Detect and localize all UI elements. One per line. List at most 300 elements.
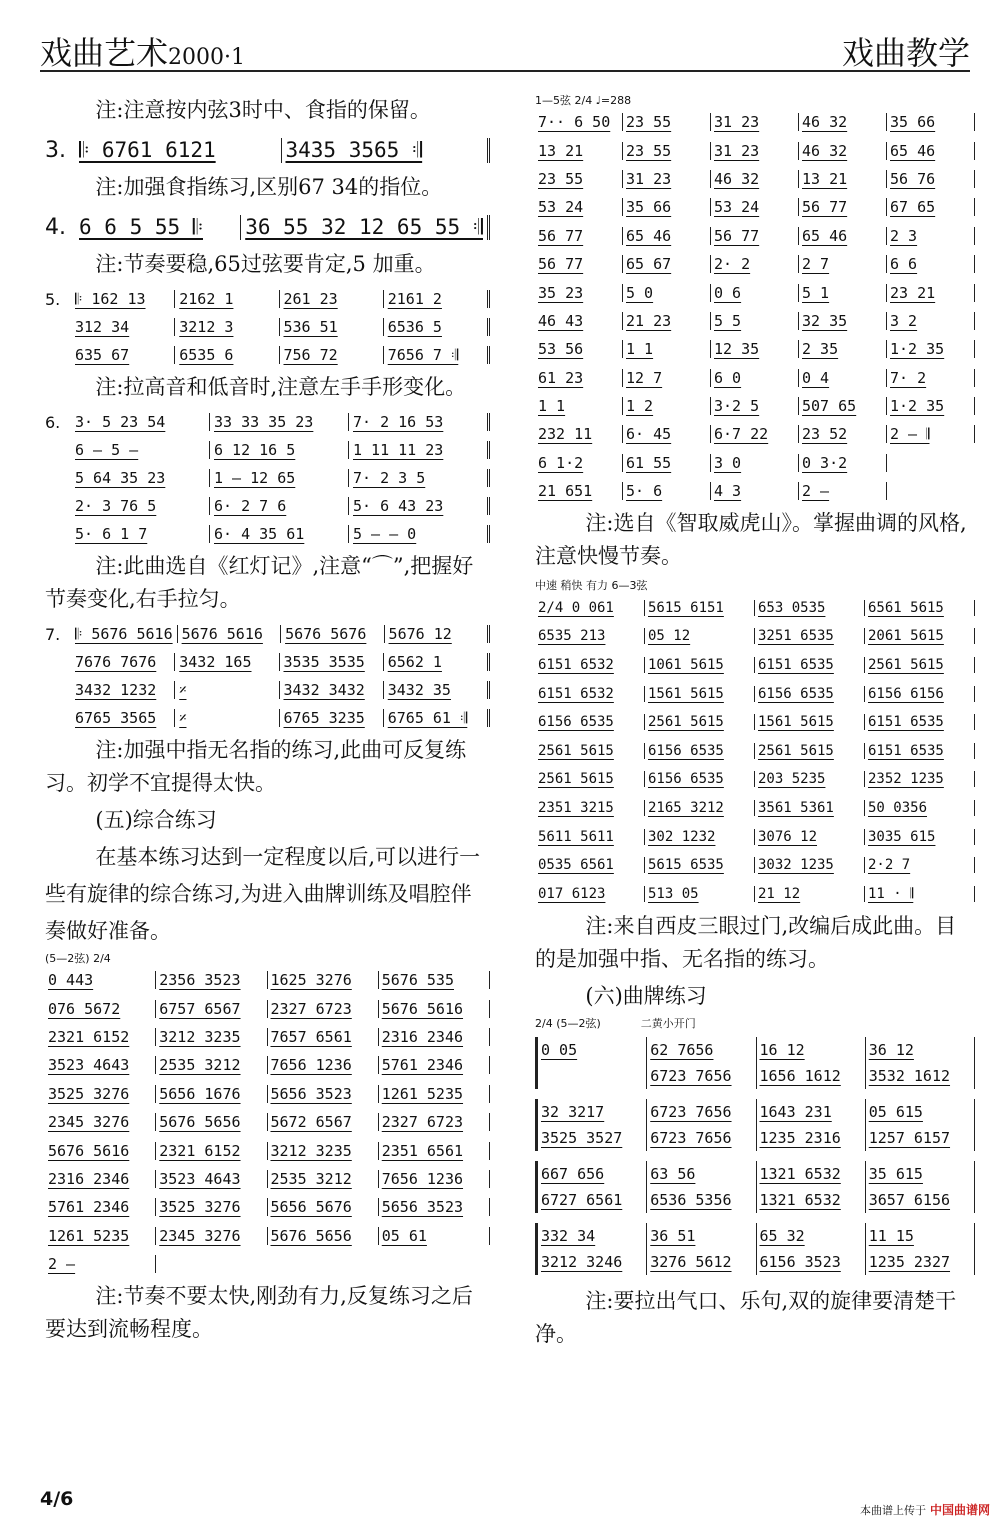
exercise-number: 6. (45, 412, 61, 432)
staff-row (45, 464, 490, 492)
measure (866, 1223, 975, 1275)
measure (647, 1037, 756, 1089)
measure: 076 5672 (45, 1000, 156, 1018)
measure: 5 1 (799, 284, 887, 302)
section-title: 戏曲教学 (841, 34, 970, 72)
staff-system (535, 1161, 975, 1213)
staff-row (535, 794, 975, 823)
measure: 53 24 (711, 198, 799, 216)
note-8: 注:节奏不要太快,刚劲有力,反复练习之后要达到流畅程度。 (45, 1284, 473, 1342)
measure: 6757 6567 (156, 1000, 267, 1018)
measure: 653 0535 (755, 600, 865, 616)
measure: 35 66 (623, 198, 711, 216)
measure: 5 5 (711, 312, 799, 330)
upper-voice: 63 56 (650, 1165, 696, 1183)
staff-row (45, 1193, 490, 1221)
measure: 6151 6535 (755, 657, 865, 673)
staff-row (45, 1108, 490, 1136)
measure: 21 23 (623, 312, 711, 330)
staff-row (535, 851, 975, 880)
measure: 61 55 (623, 454, 711, 472)
measure: 2061 5615 (865, 628, 975, 644)
staff-row (45, 285, 490, 313)
measure: 6151 6532 (535, 686, 645, 702)
measure: 5656 3523 (268, 1085, 379, 1103)
measure: 2161 2 (384, 290, 490, 308)
upper-voice: 36 51 (650, 1227, 696, 1245)
exercise-4 (45, 208, 490, 246)
measure: 𝄎 (175, 709, 279, 727)
exercise-11-label: 2/4 (5—2弦) (535, 1017, 601, 1030)
upper-voice: 65 32 (759, 1227, 805, 1245)
measure: 6 0 (711, 369, 799, 387)
measure: 6· 4 35 61 (210, 525, 349, 543)
measure: 2316 2346 (379, 1028, 490, 1046)
measure: 3251 6535 (755, 628, 865, 644)
note-11: 注:要拉出气口、乐句,双的旋律要清楚干净。 (535, 1289, 957, 1346)
measure: 536 51 (280, 318, 384, 336)
note-6: 注:此曲选自《红灯记》,注意“⌒”,把握好节奏变化,右手拉匀。 (45, 554, 474, 611)
exercise-5 (45, 285, 490, 369)
staff-row (535, 165, 975, 193)
measure: 3212 3235 (268, 1142, 379, 1160)
lower-voice: 6723 7656 (650, 1067, 732, 1085)
page-number: 4/6 (40, 1488, 74, 1510)
measure: 6151 6535 (865, 743, 975, 759)
measure (866, 1099, 975, 1151)
measure: 017 6123 (535, 886, 645, 902)
measure (757, 1161, 866, 1213)
measure: 3561 5361 (755, 800, 865, 816)
measure: 0 4 (799, 369, 887, 387)
measure: 513 05 (645, 886, 755, 902)
measure: 2345 3276 (156, 1227, 267, 1245)
staff-row (535, 364, 975, 392)
measure: 7· 2 (887, 369, 975, 387)
staff-row (535, 765, 975, 794)
measure (757, 1223, 866, 1275)
measure: 2 — (45, 1255, 156, 1273)
lower-voice: 3532 1612 (868, 1067, 951, 1085)
measure (757, 1099, 866, 1151)
measure: 6· 2 7 6 (210, 497, 349, 515)
measure: 3432 165 (175, 653, 279, 671)
note-1: 注:注意按内弦3时中、食指的保留。 (95, 98, 431, 122)
measure: 6156 6535 (645, 743, 755, 759)
measure: 5761 2346 (45, 1198, 156, 1216)
measure: 1 1 (535, 397, 623, 415)
upper-voice: 332 34 (541, 1227, 596, 1245)
staff-row (45, 1023, 490, 1051)
measure: 6562 1 (384, 653, 490, 671)
measure: 5676 5656 (156, 1113, 267, 1131)
upper-voice: 6723 7656 (650, 1103, 732, 1121)
measure: 𝄎 (175, 681, 279, 699)
upper-voice: 1321 6532 (759, 1165, 841, 1183)
staff-row (45, 408, 490, 436)
measure: 6151 6532 (535, 657, 645, 673)
measure: 2352 1235 (865, 771, 975, 787)
measure: 2321 6152 (45, 1028, 156, 1046)
measure: 53 24 (535, 198, 623, 216)
lower-voice: 6156 3523 (759, 1253, 841, 1271)
measure: 1261 5235 (379, 1085, 490, 1103)
staff-row (535, 679, 975, 708)
measure: 0 443 (45, 971, 156, 989)
measure: 5 0 (623, 284, 711, 302)
measure: 65 46 (623, 227, 711, 245)
section-heading-5: (五)综合练习 (95, 808, 217, 832)
tune-title: 二黄小开门 (640, 1017, 696, 1030)
measure: 7656 1236 (268, 1056, 379, 1074)
exercise-11 (535, 1037, 975, 1275)
measure: 5761 2346 (379, 1056, 490, 1074)
lower-voice: 3212 3246 (541, 1253, 623, 1271)
measure: 56 76 (887, 170, 975, 188)
measure: 21 12 (755, 886, 865, 902)
staff-row (535, 136, 975, 164)
exercise-number: 3. (45, 137, 66, 163)
note-7: 注:加强中指无名指的练习,此曲可反复练习。初学不宜提得太快。 (45, 738, 467, 795)
note-9: 注:选自《智取威虎山》。掌握曲调的风格,注意快慢节奏。 (535, 511, 967, 569)
left-column (45, 92, 490, 1350)
staff-row (535, 307, 975, 335)
upper-voice: 11 15 (868, 1227, 914, 1245)
measure: 1 11 11 23 (349, 441, 490, 459)
measure: 5656 3523 (379, 1198, 490, 1216)
measure: 1·2 35 (887, 340, 975, 358)
measure: 13 21 (535, 142, 623, 160)
measure: 2561 5615 (535, 743, 645, 759)
exercise-number: 7. (45, 624, 61, 644)
measure: 6765 3565 (71, 709, 175, 727)
measure: 5676 12 (385, 625, 490, 643)
measure: 2· 3 76 5 (71, 497, 210, 515)
paragraph-5: 在基本练习达到一定程度以后,可以进行一些有旋律的综合练习,为进入曲牌训练及唱腔伴奏做好准备。 (45, 845, 481, 943)
measure: 5676 5616 (379, 1000, 490, 1018)
measure (866, 1161, 975, 1213)
measure: 35 23 (535, 284, 623, 302)
measure: 232 11 (535, 425, 623, 443)
measure: 6535 6 (175, 346, 279, 364)
measure: 13 21 (799, 170, 887, 188)
staff-row (535, 822, 975, 851)
measure: 56 77 (799, 198, 887, 216)
page-header (40, 22, 970, 72)
measure: 5676 535 (379, 971, 490, 989)
measure: 2165 3212 (645, 800, 755, 816)
staff-row (45, 1222, 490, 1250)
measure: 756 72 (280, 346, 384, 364)
measure: 1561 5615 (645, 686, 755, 702)
measure: 3432 3432 (280, 681, 384, 699)
note-5: 注:拉高音和低音时,注意左手手形变化。 (95, 375, 467, 399)
staff-row (535, 708, 975, 737)
measure: 4 3 (711, 482, 799, 500)
measure: 3212 3235 (156, 1028, 267, 1046)
lower-voice: 1656 1612 (759, 1067, 841, 1085)
measure: 1061 5615 (645, 657, 755, 673)
measure: 3525 3276 (156, 1198, 267, 1216)
measure: 7656 1236 (379, 1170, 490, 1188)
lower-voice: 1235 2327 (868, 1253, 951, 1271)
note-4: 注:节奏要稳,65过弦要肯定,5 加重。 (95, 252, 436, 276)
measure: 1 — 12 65 (210, 469, 349, 487)
measure: 3035 615 (865, 829, 975, 845)
measure: 1561 5615 (755, 714, 865, 730)
measure: 3· 5 23 54 (71, 413, 210, 431)
staff-row (535, 278, 975, 306)
note-3: 注:加强食指练习,区别67 34的指位。 (95, 175, 443, 199)
measure: 7656 7 𝄇 (384, 346, 490, 364)
measure: 6 1·2 (535, 454, 623, 472)
measure: 23 21 (887, 284, 975, 302)
measure: 2/4 0 061 (535, 600, 645, 616)
measure: 6156 6535 (645, 771, 755, 787)
measure (538, 1223, 647, 1275)
measure: 46 43 (535, 312, 623, 330)
measure: 1625 3276 (268, 971, 379, 989)
staff-row (45, 620, 490, 648)
measure: 31 23 (711, 113, 799, 131)
measure: 3 0 (711, 454, 799, 472)
issue-number: 2000·1 (168, 45, 245, 70)
measure: 0 3·2 (799, 454, 887, 472)
measure: 2 — 𝄂 (887, 425, 975, 443)
exercise-9-label: 1—5弦 2/4 ♩=288 (535, 94, 632, 107)
measure: 6 — 5 — (71, 441, 210, 459)
upper-voice: 0 05 (541, 1041, 578, 1059)
measure (647, 1223, 756, 1275)
measure: 6535 213 (535, 628, 645, 644)
measure: 6156 6156 (865, 686, 975, 702)
measure: 11 · 𝄂 (865, 886, 975, 902)
measure: 2327 6723 (268, 1000, 379, 1018)
measure: 5615 6535 (645, 857, 755, 873)
measure: 36 55 32 12 65 55 𝄇 (241, 215, 490, 240)
measure: 2351 6561 (379, 1142, 490, 1160)
measure: 6· 45 (623, 425, 711, 443)
staff-row (45, 676, 490, 704)
measure: 5· 6 43 23 (349, 497, 490, 515)
measure: 46 32 (799, 113, 887, 131)
measure: 2535 3212 (156, 1056, 267, 1074)
lower-voice: 1257 6157 (868, 1129, 951, 1147)
staff-row (535, 193, 975, 221)
section-heading-6: (六)曲牌练习 (585, 984, 707, 1008)
measure: 5656 1676 (156, 1085, 267, 1103)
measure (538, 1161, 647, 1213)
measure: 21 651 (535, 482, 623, 500)
measure: 6156 6535 (755, 686, 865, 702)
measure: 5676 5616 (178, 625, 281, 643)
staff-system (535, 1037, 975, 1089)
measure: 35 66 (887, 113, 975, 131)
lower-voice: 3525 3527 (541, 1129, 623, 1147)
staff-row (45, 492, 490, 520)
measure: 0 6 (711, 284, 799, 302)
staff-row (45, 1165, 490, 1193)
measure: 7· 2 16 53 (349, 413, 490, 431)
measure: 𝄆 162 13 (71, 290, 175, 308)
measure: 6536 5 (384, 318, 490, 336)
measure: 3·2 5 (711, 397, 799, 415)
measure: 3032 1235 (755, 857, 865, 873)
measure: 2 7 (799, 255, 887, 273)
measure: 312 34 (71, 318, 175, 336)
measure: 5656 5676 (268, 1198, 379, 1216)
measure (866, 1037, 975, 1089)
measure: 7676 7676 (71, 653, 175, 671)
staff-row (45, 1080, 490, 1108)
exercise-6 (45, 408, 490, 548)
measure (538, 1037, 647, 1089)
measure: 6156 6535 (535, 714, 645, 730)
measure: 6 6 (887, 255, 975, 273)
measure: 33 33 35 23 (210, 413, 349, 431)
staff-row (45, 520, 490, 548)
measure: 5· 6 1 7 (71, 525, 210, 543)
measure: 203 5235 (755, 771, 865, 787)
measure (647, 1099, 756, 1151)
staff-row (535, 108, 975, 136)
measure: 31 23 (623, 170, 711, 188)
measure: 3 2 (887, 312, 975, 330)
measure: 5 64 35 23 (71, 469, 210, 487)
staff-row (535, 593, 975, 622)
staff-row (45, 966, 490, 994)
measure: 2 35 (799, 340, 887, 358)
measure: 2561 5615 (535, 771, 645, 787)
lower-voice: 6727 6561 (541, 1191, 623, 1209)
staff-row (535, 879, 975, 908)
measure: 5 — — 0 (349, 525, 490, 543)
measure: 12 35 (711, 340, 799, 358)
staff-system (535, 1099, 975, 1151)
exercise-8 (45, 966, 490, 1278)
measure: 32 35 (799, 312, 887, 330)
lower-voice: 6723 7656 (650, 1129, 732, 1147)
staff-row (45, 648, 490, 676)
measure: 50 0356 (865, 800, 975, 816)
measure: 12 7 (623, 369, 711, 387)
measure: 2327 6723 (379, 1113, 490, 1131)
measure: 6 6 5 55 𝄆 (75, 215, 241, 240)
staff-row (535, 736, 975, 765)
measure: 2 — (799, 482, 887, 500)
measure (757, 1037, 866, 1089)
measure: 3212 3 (175, 318, 279, 336)
staff-row (45, 704, 490, 732)
measure: 2·2 7 (865, 857, 975, 873)
measure: 23 55 (535, 170, 623, 188)
measure: 2 3 (887, 227, 975, 245)
staff-row (45, 313, 490, 341)
staff-row (45, 436, 490, 464)
upper-voice: 62 7656 (650, 1041, 714, 1059)
measure: 2356 3523 (156, 971, 267, 989)
measure: 23 55 (623, 142, 711, 160)
upper-voice: 16 12 (759, 1041, 805, 1059)
lower-voice: 6536 5356 (650, 1191, 732, 1209)
staff-row (535, 651, 975, 680)
lower-voice: 3276 5612 (650, 1253, 732, 1271)
measure: 0535 6561 (535, 857, 645, 873)
measure: 1 1 (623, 340, 711, 358)
measure: 2162 1 (175, 290, 279, 308)
upper-voice: 35 615 (868, 1165, 923, 1183)
exercise-8-label: (5—2弦) 2/4 (45, 952, 111, 965)
upper-voice: 667 656 (541, 1165, 605, 1183)
measure: 3523 4643 (156, 1170, 267, 1188)
staff-row (535, 392, 975, 420)
measure: 2316 2346 (45, 1170, 156, 1188)
staff-row (535, 477, 975, 505)
lower-voice: 3657 6156 (868, 1191, 951, 1209)
measure: 6151 6535 (865, 714, 975, 730)
staff-row (535, 222, 975, 250)
measure: 302 1232 (645, 829, 755, 845)
measure: 1·2 35 (887, 397, 975, 415)
measure: 7·· 6 50 (535, 113, 623, 131)
measure: 65 67 (623, 255, 711, 273)
exercise-10 (535, 593, 975, 908)
staff-row (535, 622, 975, 651)
staff-row (535, 449, 975, 477)
measure: 3076 12 (755, 829, 865, 845)
staff-row (45, 1250, 490, 1278)
measure: 46 32 (711, 170, 799, 188)
staff-row (535, 420, 975, 448)
measure (538, 1099, 647, 1151)
journal-title: 戏曲艺术2000·1 (40, 34, 245, 72)
exercise-10-label: 中速 稍快 有力 6—3弦 (535, 579, 648, 593)
measure: 261 23 (280, 290, 384, 308)
measure: 3535 3535 (280, 653, 384, 671)
exercise-7 (45, 620, 490, 732)
measure: 67 65 (887, 198, 975, 216)
staff-row (45, 1136, 490, 1164)
staff-row (45, 1051, 490, 1079)
measure: 6·7 22 (711, 425, 799, 443)
staff-row (535, 250, 975, 278)
exercise-number: 5. (45, 289, 61, 309)
site-logo: 中国曲谱网 (929, 1503, 990, 1517)
measure: 2· 2 (711, 255, 799, 273)
measure: 56 77 (535, 255, 623, 273)
measure: 53 56 (535, 340, 623, 358)
watermark (860, 1501, 990, 1518)
lower-voice (541, 1063, 643, 1089)
measure: 6765 61 𝄇 (384, 709, 490, 727)
measure: 1 2 (623, 397, 711, 415)
measure: 56 77 (535, 227, 623, 245)
measure: 𝄆 6761 6121 (75, 138, 282, 163)
measure: 𝄆 5676 5616 (71, 625, 178, 643)
measure: 5· 6 (623, 482, 711, 500)
measure: 5615 6151 (645, 600, 755, 616)
watermark-text: 本曲谱上传于 (859, 1503, 926, 1517)
staff-row (535, 335, 975, 363)
measure: 6765 3235 (280, 709, 384, 727)
measure: 23 55 (623, 113, 711, 131)
measure: 61 23 (535, 369, 623, 387)
exercise-9 (535, 108, 975, 505)
measure: 5676 5676 (281, 625, 384, 643)
measure: 6561 5615 (865, 600, 975, 616)
staff-row (45, 994, 490, 1022)
measure: 5611 5611 (535, 829, 645, 845)
